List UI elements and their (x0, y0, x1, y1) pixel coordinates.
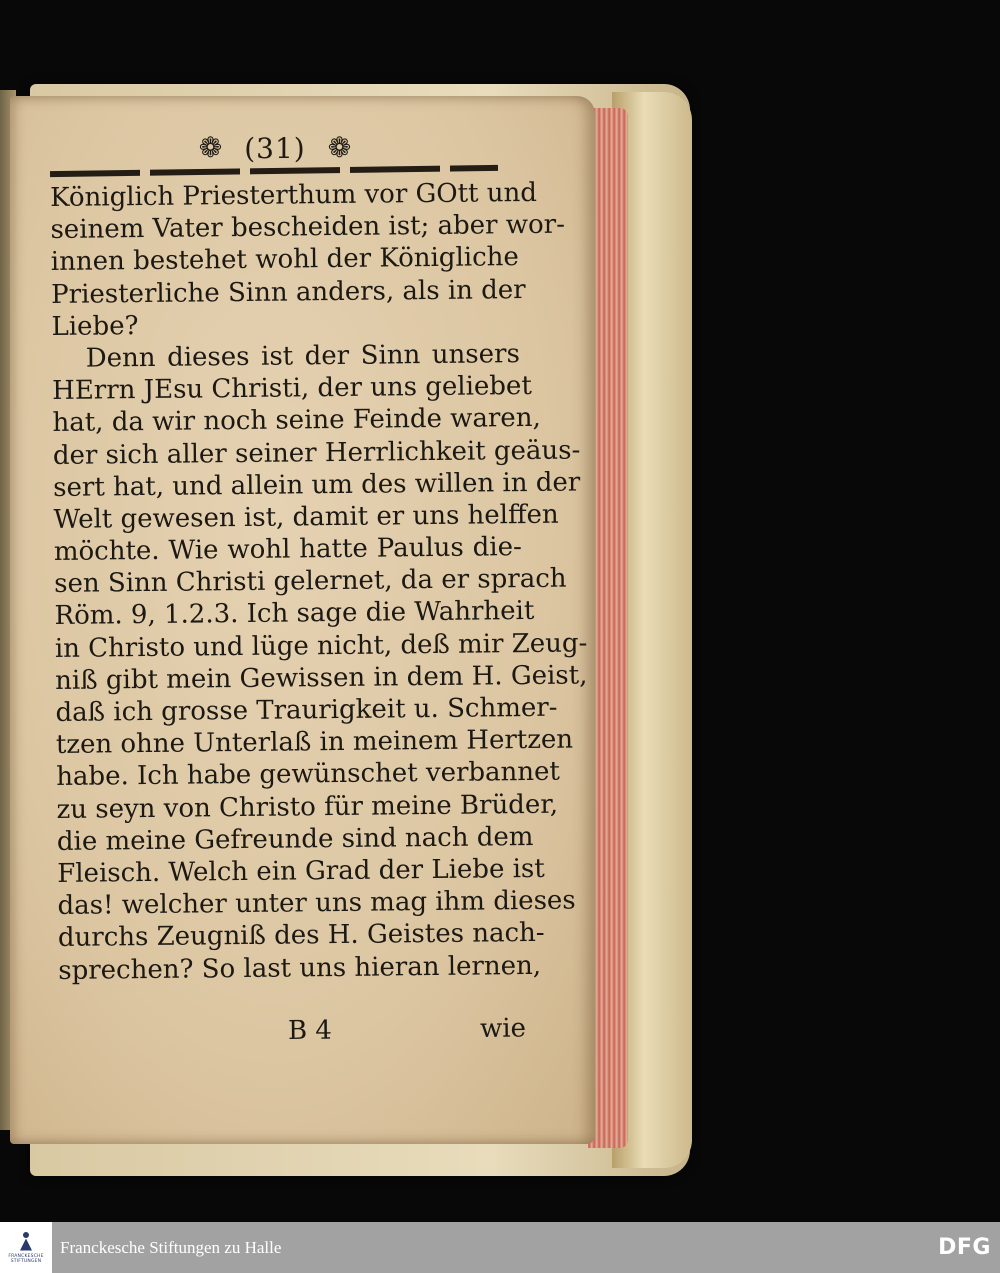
text-line: sprechen? So last uns hieran lernen, (58, 950, 542, 986)
text-line: seinem Vater bescheiden ist; aber wor- (50, 209, 566, 246)
text-line: Denn dieses ist der Sinn unsers (85, 339, 520, 374)
logo-text-line2: STIFTUNGEN (10, 1258, 42, 1264)
text-line: niß gibt mein Gewissen in dem H. Geist, (55, 660, 588, 696)
text-line: das! welcher unter uns mag ihm dieses (57, 885, 576, 922)
text-line: Fleisch. Welch ein Grad der Liebe ist (57, 853, 545, 889)
text-line: hat, da wir noch seine Feinde waren, (52, 403, 541, 439)
text-line: daß ich grosse Traurigkeit u. Schmer- (55, 692, 558, 728)
page-number: (31) (244, 131, 306, 165)
text-line: in Christo und lüge nicht, deß mir Zeug- (54, 628, 588, 664)
text-line: innen bestehet wohl der Königliche (50, 242, 519, 278)
catchword: wie (479, 1013, 527, 1044)
dfg-logo[interactable]: DFG (938, 1235, 991, 1260)
text-line: Röm. 9, 1.2.3. Ich sage die Wahrheit (54, 596, 535, 632)
right-ornament-icon: ❁ (327, 131, 352, 164)
text-line: sen Sinn Christi gelernet, da er sprach (54, 563, 567, 600)
page-text (50, 177, 588, 987)
logo-text-line1: FRANCKESCHE (8, 1253, 44, 1259)
text-line: der sich aller seiner Herrlichkeit geäus- (52, 434, 581, 471)
page-footer (50, 1014, 526, 1053)
franckesche-logo[interactable] (0, 1222, 52, 1273)
text-line: Königlich Priesterthum vor GOtt und (50, 177, 538, 213)
text-line: Priesterliche Sinn anders, als in der (51, 274, 526, 310)
text-line: zu seyn von Christo für meine Brüder, (56, 789, 559, 825)
left-ornament-icon: ❁ (198, 131, 223, 164)
institution-logo-icon (19, 1232, 33, 1252)
text-line: die meine Gefreunde sind nach dem (56, 821, 534, 857)
page-header (175, 126, 375, 170)
text-line: möchte. Wie wohl hatte Paulus die- (53, 532, 523, 568)
institution-name: Franckesche Stiftungen zu Halle (60, 1237, 282, 1257)
signature-mark: B 4 (287, 1015, 333, 1046)
text-line: HErrn JEsu Christi, der uns geliebet (52, 371, 532, 407)
text-line: habe. Ich habe gewünschet verbannet (56, 757, 561, 793)
text-line: Liebe? (51, 310, 139, 342)
text-line: sert hat, und allein um des willen in der (53, 467, 581, 503)
text-line: durchs Zeugniß des H. Geistes nach- (57, 918, 545, 954)
text-line: Welt gewesen ist, damit er uns helffen (53, 499, 559, 535)
footer-bar (0, 1222, 1000, 1273)
logo-text (8, 1254, 43, 1264)
text-line: tzen ohne Unterlaß in meinem Hertzen (55, 724, 574, 761)
